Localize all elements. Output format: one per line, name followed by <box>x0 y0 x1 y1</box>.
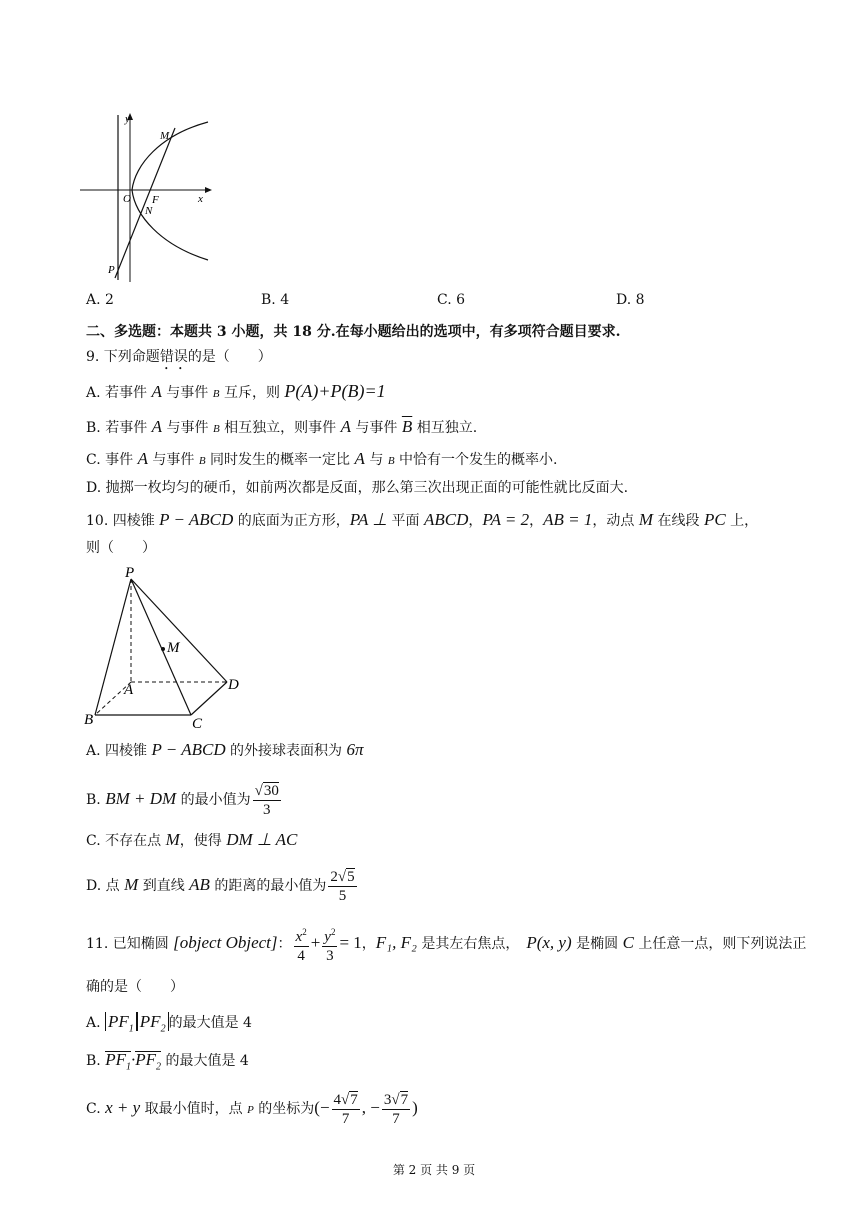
q10-stem-line1: 10. 四棱锥 P − ABCD 的底面为正方形，PA ⊥ 平面 ABCD，PA = 2，AB = 1，动点 M 在线段 PC 上， <box>86 510 759 529</box>
q11-option-a: A. $PF_1$ $PF_2$ 的最大值是 4 <box>86 1012 252 1035</box>
focus-label: F <box>152 194 159 206</box>
point-m-label: M <box>160 130 170 142</box>
fraction: $\frac{3√7}{7}$ <box>383 1091 409 1127</box>
q8-option-c: C. 6 <box>437 292 466 308</box>
fraction: $\frac{y^2}{3}$ <box>322 923 337 965</box>
fraction: $\frac{2√5}{5}$ <box>330 868 355 904</box>
origin-label: O <box>123 193 131 205</box>
section-header: 二、多选题：本题共 3 小题，共 18 分.在每小题给出的选项中，有多项符合题目要求. <box>86 324 621 340</box>
q9-option-b: B. 若事件 A 与事件 B 相互独立，则事件 A 与事件 $\overline{B}$ 相互独立. <box>86 417 478 436</box>
fraction: $\frac{x^2}{4}$ <box>294 923 309 965</box>
q9-option-a: A. 若事件 A 与事件 B 互斥，则 P(A)+P(B)=1 <box>86 381 386 401</box>
fraction: $\frac{4√7}{7}$ <box>333 1091 358 1127</box>
q9-option-d: D. 抛掷一枚均匀的硬币，如前两次都是反面，那么第三次出现正面的可能性就比反面大. <box>86 480 629 496</box>
q11-stem-line1: 11. 已知椭圆 [object Object]： $\frac{x^2}{4}$ + $\frac{y^2}{3}$ = 1，F₁, F₂ 是其左右焦点， P(x, y) 是椭圆 C 上任意一点，则下列说法正 <box>86 920 806 966</box>
q10-option-b: B. BM + DM 的最小值为 $\frac{√30}{3}$ <box>86 782 279 818</box>
page-footer: 第 2 页 共 9 页 <box>392 1163 476 1177</box>
pyramid-figure <box>80 562 250 737</box>
fraction: $\frac{√30}{3}$ <box>254 782 279 818</box>
q9-stem: 9. 下列命题错误的是（ ） <box>86 349 272 365</box>
axis-x-label: x <box>198 193 203 205</box>
point-p-label: P <box>108 264 115 276</box>
q11-stem-line2: 确的是（ ） <box>86 979 184 995</box>
vertex-b-label: B <box>84 712 94 728</box>
vertex-c-label: C <box>192 716 203 732</box>
q11-option-c: C. x + y 取最小值时，点 P 的坐标为(− $\frac{4√7}{7}$ , − $\frac{3√7}{7}$ ) <box>86 1091 418 1127</box>
q10-option-c: C. 不存在点 M，使得 DM ⊥ AC <box>86 830 298 849</box>
q10-option-a: A. 四棱锥 P − ABCD 的外接球表面积为 6π <box>86 740 364 759</box>
q8-option-d: D. 8 <box>616 292 645 308</box>
q10-option-d: D. 点 M 到直线 AB 的距离的最小值为 $\frac{2√5}{5}$ <box>86 868 355 904</box>
axis-y-label: y <box>125 113 130 125</box>
point-n-label: N <box>145 205 153 217</box>
q8-option-b: B. 4 <box>261 292 290 308</box>
vertex-a-label: A <box>124 682 134 698</box>
q10-stem-line2: 则（ ） <box>86 540 156 556</box>
q9-option-c: C. 事件 A 与事件 B 同时发生的概率一定比 A 与 B 中恰有一个发生的概率小. <box>86 449 558 468</box>
vertex-d-label: D <box>228 677 239 693</box>
q11-option-b: B. $PF_1\cdot PF_2$ 的最大值是 4 <box>86 1050 249 1077</box>
point-m-label: M <box>167 640 180 656</box>
q8-option-a: A. 2 <box>86 292 114 308</box>
graph-figure <box>80 110 220 285</box>
vertex-p-label: P <box>125 565 135 581</box>
